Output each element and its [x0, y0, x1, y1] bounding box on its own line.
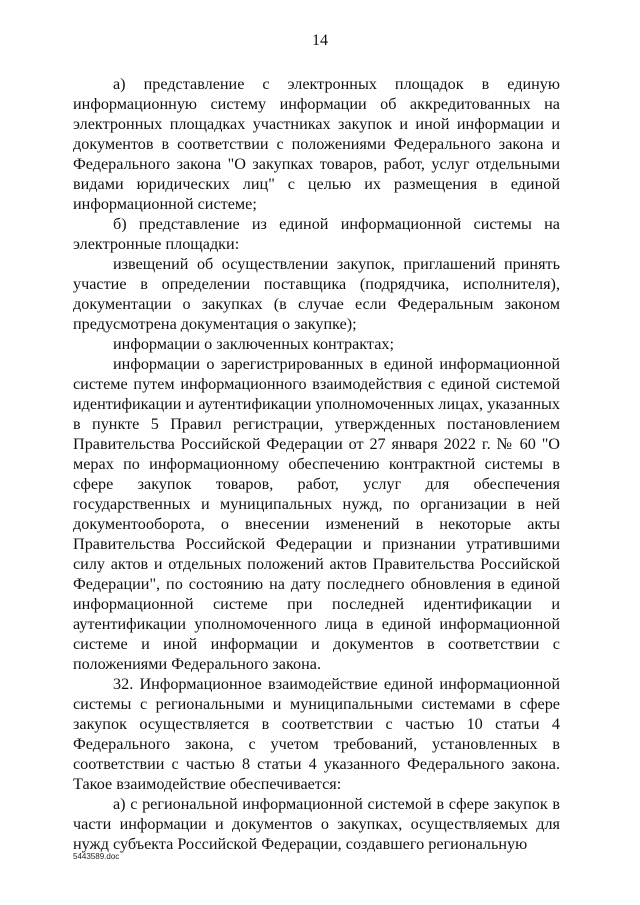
paragraph-regional-system: а) с региональной информационной системой в сфере закупок в части информации и документов о закупках, осуществляемых для нужд субъекта Российской Федерации, создавшего региональную: [73, 795, 560, 853]
paragraph-contracts-info: информации о заключенных контрактах;: [113, 335, 394, 353]
document-body: [73, 74, 560, 854]
paragraph-registered-persons: информации о зарегистрированных в единой информационной системе путем информационного взаимодействия с единой системой идентификации и аутентификации уполномоченных лицах, указанных в пункте 5 Правил регистрации, утвержденных постановлением Правительства Российской Федерации от 27 января 2022 г. № 60 "О мерах по информационному обеспечению контрактной системы в сфере закупок товаров, работ, услуг для обеспечения государственных и муниципальных нужд, по организации в ней документооборота, о внесении изменений в некоторые акты Правительства Российской Федерации и признании утратившими силу актов и отдельных положений актов Правительства Российской Федерации", по состоянию на дату последнего обновления в единой информационной системе при последней идентификации и аутентификации уполномоченного лица в единой информационной системе и иной информации и документов в соответствии с положениями Федерального закона.: [73, 355, 560, 673]
paragraph-a-representation: а) представление с электронных площадок в единую информационную систему информации об аккредитованных на электронных площадках участниках закупок и иной информации и документов в соответствии с положениями Федерального закона и Федерального закона "О закупках товаров, работ, услуг отдельными видами юридических лиц" с целью их размещения в единой информационной системе;: [73, 75, 560, 213]
paragraph-b-representation: б) представление из единой информационной системы на электронные площадки:: [73, 215, 560, 253]
paragraph-section-32: 32. Информационное взаимодействие единой информационной системы с региональными и муниципальными системами в сфере закупок осуществляется в соответствии с частью 10 статьи 4 Федерального закона, с учетом требований, установленных в соответствии с частью 8 статьи 4 указанного Федерального закона. Такое взаимодействие обеспечивается:: [73, 675, 560, 793]
page-number: 14: [312, 32, 328, 49]
paragraph-notices: извещений об осуществлении закупок, приглашений принять участие в определении поставщика (подрядчика, исполнителя), документации о закупках (в случае если Федеральным законом предусмотрена документация о закупке);: [73, 255, 560, 333]
document-file-code: 5443589.doc: [73, 852, 120, 861]
